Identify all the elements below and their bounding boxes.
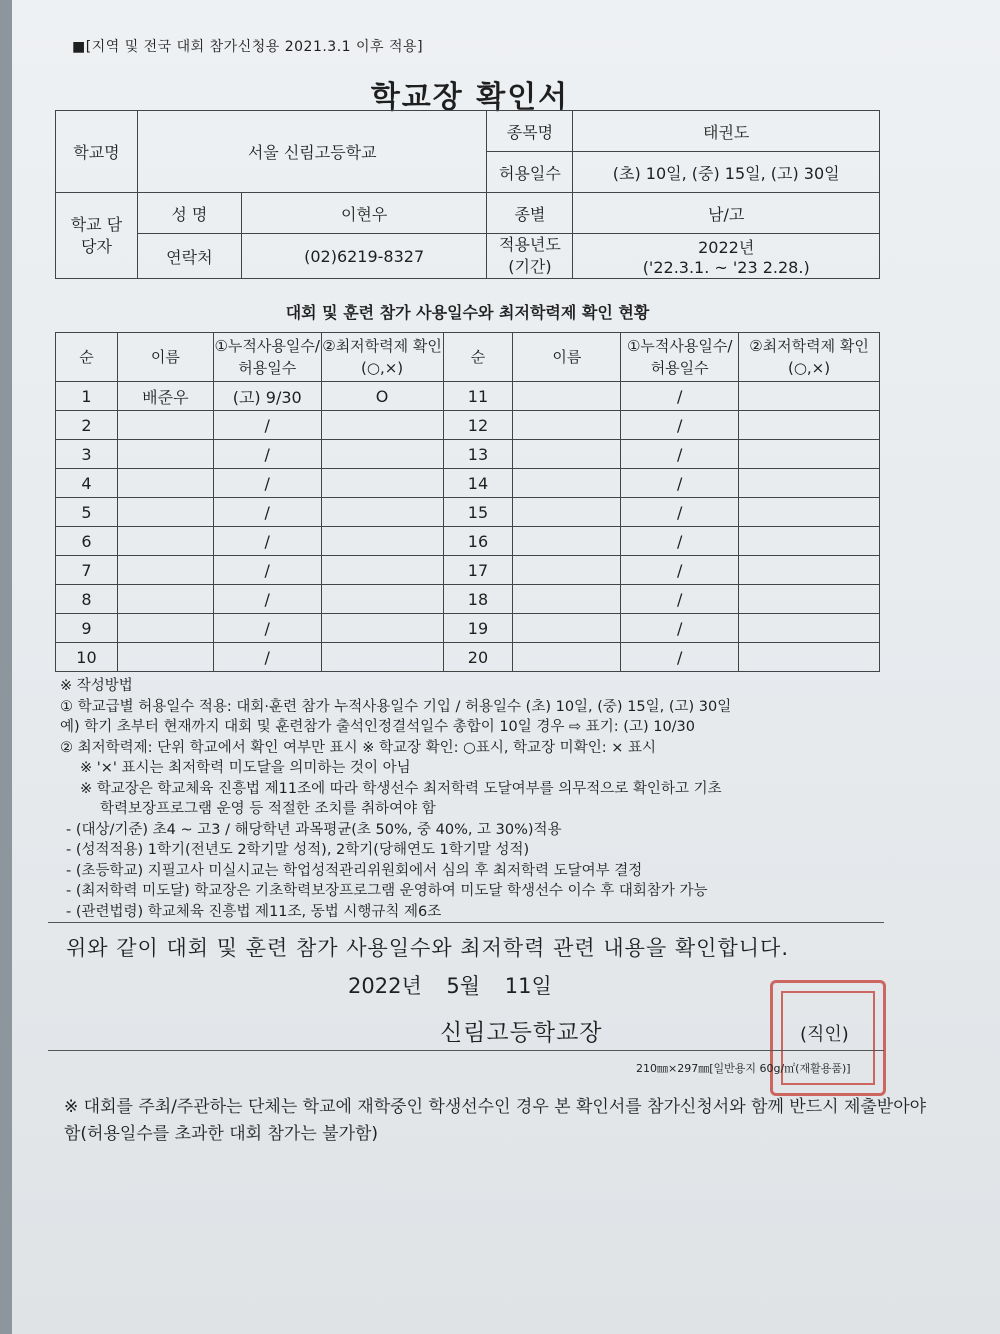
row-check [739, 585, 880, 614]
divider [48, 1050, 884, 1051]
row-name [117, 614, 213, 643]
record-header-row [56, 333, 880, 382]
row-days: / [621, 382, 739, 411]
row-check: O [321, 382, 443, 411]
row-check [739, 527, 880, 556]
row-check [739, 556, 880, 585]
row-check [739, 498, 880, 527]
section-title: 대회 및 훈련 참가 사용일수와 최저학력제 확인 현황 [285, 303, 650, 322]
row-days: / [621, 469, 739, 498]
row-name [117, 527, 213, 556]
row-number: 18 [443, 585, 513, 614]
row-days: / [213, 469, 321, 498]
contact-value: (02)6219-8327 [241, 234, 487, 279]
row-check [321, 469, 443, 498]
row-days: / [213, 556, 321, 585]
note-line: 학력보장프로그램 운영 등 적절한 조치를 취하여야 함 [100, 801, 436, 817]
row-name [117, 643, 213, 672]
info-table [55, 110, 880, 279]
row-check [321, 585, 443, 614]
row-number: 20 [443, 643, 513, 672]
document-title: 학교장 확인서 [370, 80, 570, 115]
table-row [56, 382, 880, 411]
row-check [321, 498, 443, 527]
row-name [513, 411, 621, 440]
row-days: / [621, 411, 739, 440]
event-label: 종목명 [487, 111, 573, 152]
row-name [117, 440, 213, 469]
row-days: / [621, 527, 739, 556]
header-no: 순 [443, 333, 513, 382]
table-row [56, 614, 880, 643]
row-name [513, 382, 621, 411]
row-days: / [213, 643, 321, 672]
row-name [513, 498, 621, 527]
note-line: - (최저학력 미도달) 학교장은 기초학력보장프로그램 운영하여 미도달 학생선수 이수 후 대회참가 가능 [66, 883, 708, 899]
signing-date: 2022년 5월 11일 [348, 974, 552, 998]
row-name [117, 469, 213, 498]
table-row [56, 498, 880, 527]
row-days: / [213, 614, 321, 643]
row-number: 17 [443, 556, 513, 585]
row-name [513, 527, 621, 556]
table-row [56, 643, 880, 672]
table-row [56, 411, 880, 440]
seal-label: (직인) [800, 1024, 849, 1045]
note-line: 예) 학기 초부터 현재까지 대회 및 훈련참가 출석인정결석일수 총합이 10일 경우 ⇨ 표기: (고) 10/30 [60, 719, 696, 735]
row-number: 16 [443, 527, 513, 556]
row-days: / [213, 585, 321, 614]
row-check [321, 556, 443, 585]
row-days: / [621, 614, 739, 643]
note-line: - (관련법령) 학교체육 진흥법 제11조, 동법 시행규칙 제6조 [66, 903, 442, 920]
row-check [739, 469, 880, 498]
row-name [117, 585, 213, 614]
row-number: 13 [443, 440, 513, 469]
manager-label: 학교 담당자 [56, 193, 138, 279]
note-line: ※ 학교장은 학교체육 진흥법 제11조에 따라 학생선수 최저학력 도달여부를 의무적으로 확인하고 기초 [80, 780, 722, 797]
row-number: 7 [56, 556, 118, 585]
table-row [56, 556, 880, 585]
row-days: / [213, 440, 321, 469]
row-days: / [621, 498, 739, 527]
row-number: 14 [443, 469, 513, 498]
year-cell [573, 234, 880, 279]
row-number: 2 [56, 411, 118, 440]
row-name [117, 498, 213, 527]
row-check [321, 527, 443, 556]
row-name [117, 411, 213, 440]
row-days: / [621, 643, 739, 672]
note-line: - (대상/기준) 초4 ~ 고3 / 해당학년 과목평균(초 50%, 중 40%, 고 30%)적용 [66, 821, 562, 838]
row-check [739, 643, 880, 672]
note-line: ※ '×' 표시는 최저학력 미도달을 의미하는 것이 아님 [80, 760, 411, 776]
row-days: (고) 9/30 [213, 382, 321, 411]
row-check [321, 440, 443, 469]
principal-signature: 신림고등학교장 [440, 1020, 603, 1046]
row-name [513, 440, 621, 469]
record-table [55, 332, 880, 672]
divider [48, 922, 884, 923]
header-no: 순 [56, 333, 118, 382]
header-days: ①누적사용일수/허용일수 [621, 333, 739, 382]
contact-label: 연락처 [137, 234, 241, 279]
allowed-value: (초) 10일, (중) 15일, (고) 30일 [573, 152, 880, 193]
row-check [739, 440, 880, 469]
row-name [513, 643, 621, 672]
row-days: / [621, 556, 739, 585]
row-name [513, 614, 621, 643]
row-name [513, 469, 621, 498]
row-name [513, 585, 621, 614]
row-days: / [213, 411, 321, 440]
row-number: 15 [443, 498, 513, 527]
table-row [56, 469, 880, 498]
row-days: / [213, 527, 321, 556]
header-name: 이름 [513, 333, 621, 382]
name-label: 성 명 [137, 193, 241, 234]
name-value: 이현우 [241, 193, 487, 234]
header-check: ②최저학력제 확인(○,×) [321, 333, 443, 382]
row-days: / [621, 440, 739, 469]
row-check [739, 614, 880, 643]
row-number: 11 [443, 382, 513, 411]
row-number: 3 [56, 440, 118, 469]
row-check [739, 411, 880, 440]
row-number: 9 [56, 614, 118, 643]
form-header: ■[지역 및 전국 대회 참가신청용 2021.3.1 이후 적용] [72, 39, 424, 55]
year-value: 2022년 [698, 238, 755, 257]
note-line: ② 최저학력제: 단위 학교에서 확인 여부만 표시 ※ 학교장 확인: ○표시, 학교장 미확인: × 표시 [60, 739, 656, 756]
row-days: / [213, 498, 321, 527]
notes-section [60, 676, 890, 922]
gender-label: 종별 [487, 193, 573, 234]
table-row [56, 585, 880, 614]
row-check [321, 614, 443, 643]
table-row [56, 527, 880, 556]
row-number: 19 [443, 614, 513, 643]
row-check [321, 643, 443, 672]
row-name [513, 556, 621, 585]
confirm-text: 위와 같이 대회 및 훈련 참가 사용일수와 최저학력 관련 내용을 확인합니다. [66, 936, 790, 960]
row-number: 5 [56, 498, 118, 527]
row-number: 12 [443, 411, 513, 440]
row-number: 8 [56, 585, 118, 614]
allowed-label: 허용일수 [487, 152, 573, 193]
row-number: 4 [56, 469, 118, 498]
note-line: - (성적적용) 1학기(전년도 2학기말 성적), 2학기(당해연도 1학기말 성적) [66, 842, 530, 858]
header-days: ①누적사용일수/허용일수 [213, 333, 321, 382]
school-label: 학교명 [56, 111, 138, 193]
row-number: 6 [56, 527, 118, 556]
row-name: 배준우 [117, 382, 213, 411]
row-number: 1 [56, 382, 118, 411]
note-line: - (초등학교) 지필고사 미실시교는 학업성적관리위원회에서 심의 후 최저학력 도달여부 결정 [66, 862, 643, 879]
header-name: 이름 [117, 333, 213, 382]
row-check [739, 382, 880, 411]
gender-value: 남/고 [573, 193, 880, 234]
row-name [117, 556, 213, 585]
year-label: 적용년도 (기간) [487, 234, 573, 279]
period-value: ('22.3.1. ~ '23 2.28.) [642, 258, 810, 277]
row-number: 10 [56, 643, 118, 672]
table-row [56, 440, 880, 469]
school-name: 서울 신림고등학교 [137, 111, 487, 193]
note-line: ※ 작성방법 [60, 678, 133, 694]
footer-note: ※ 대회를 주최/주관하는 단체는 학교에 재학중인 학생선수인 경우 본 확인서를 참가신청서와 함께 반드시 제출받아야 함(허용일수를 초과한 대회 참가는 불가함) [64, 1097, 927, 1144]
event-value: 태권도 [573, 111, 880, 152]
row-check [321, 411, 443, 440]
note-line: ① 학교급별 허용일수 적용: 대회·훈련 참가 누적사용일수 기입 / 허용일수 (초) 10일, (중) 15일, (고) 30일 [60, 698, 732, 715]
row-days: / [621, 585, 739, 614]
header-check: ②최저학력제 확인(○,×) [739, 333, 880, 382]
paper-spec: 210㎜×297㎜[일반용지 60g/㎡(재활용품)] [636, 1062, 851, 1075]
